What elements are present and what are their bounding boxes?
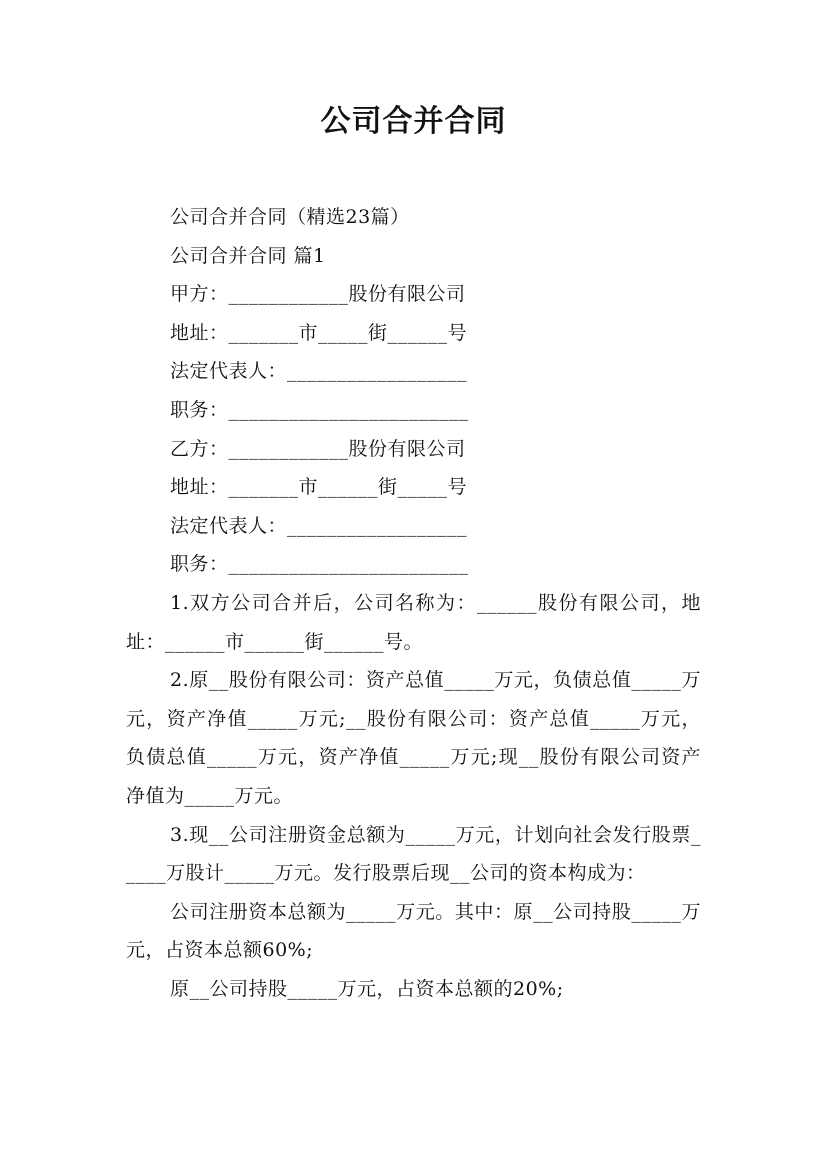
- document-body: [126, 198, 701, 1008]
- clause-3-paragraph: 3.现__公司注册资金总额为_____万元，计划向社会发行股票_____万股计_____万元。发行股票后现__公司的资本构成为：: [126, 823, 701, 885]
- capital-share-paragraph: 原__公司持股_____万元，占资本总额的20%;: [170, 977, 564, 1000]
- section-heading: 公司合并合同 篇1: [170, 244, 326, 267]
- clause-2-paragraph: 2.原__股份有限公司：资产总值_____万元，负债总值_____万元，资产净值_____万元;__股份有限公司：资产总值_____万元，负债总值_____万元，资产净值_____万元;现__股份有限公司资产净值为_____万元。: [126, 669, 701, 807]
- party-b-line: 乙方：____________股份有限公司: [170, 437, 466, 460]
- party-b-position-line: 职务：________________________: [170, 553, 469, 576]
- clause-1-paragraph: 1.双方公司合并后，公司名称为：______股份有限公司，地址：______市______街______号。: [126, 591, 701, 653]
- subtitle-line: 公司合并合同（精选23篇）: [170, 206, 410, 228]
- party-b-legal-rep-line: 法定代表人：__________________: [170, 514, 468, 537]
- party-a-address-line: 地址：_______市_____街______号: [170, 321, 468, 344]
- party-a-position-line: 职务：________________________: [170, 398, 469, 421]
- document-title: 公司合并合同: [320, 104, 507, 139]
- party-b-address-line: 地址：_______市______街_____号: [170, 476, 468, 499]
- party-a-legal-rep-line: 法定代表人：__________________: [170, 360, 468, 383]
- capital-total-paragraph: 公司注册资本总额为_____万元。其中：原__公司持股_____万元，占资本总额60%;: [126, 900, 701, 962]
- party-a-line: 甲方：____________股份有限公司: [170, 283, 466, 306]
